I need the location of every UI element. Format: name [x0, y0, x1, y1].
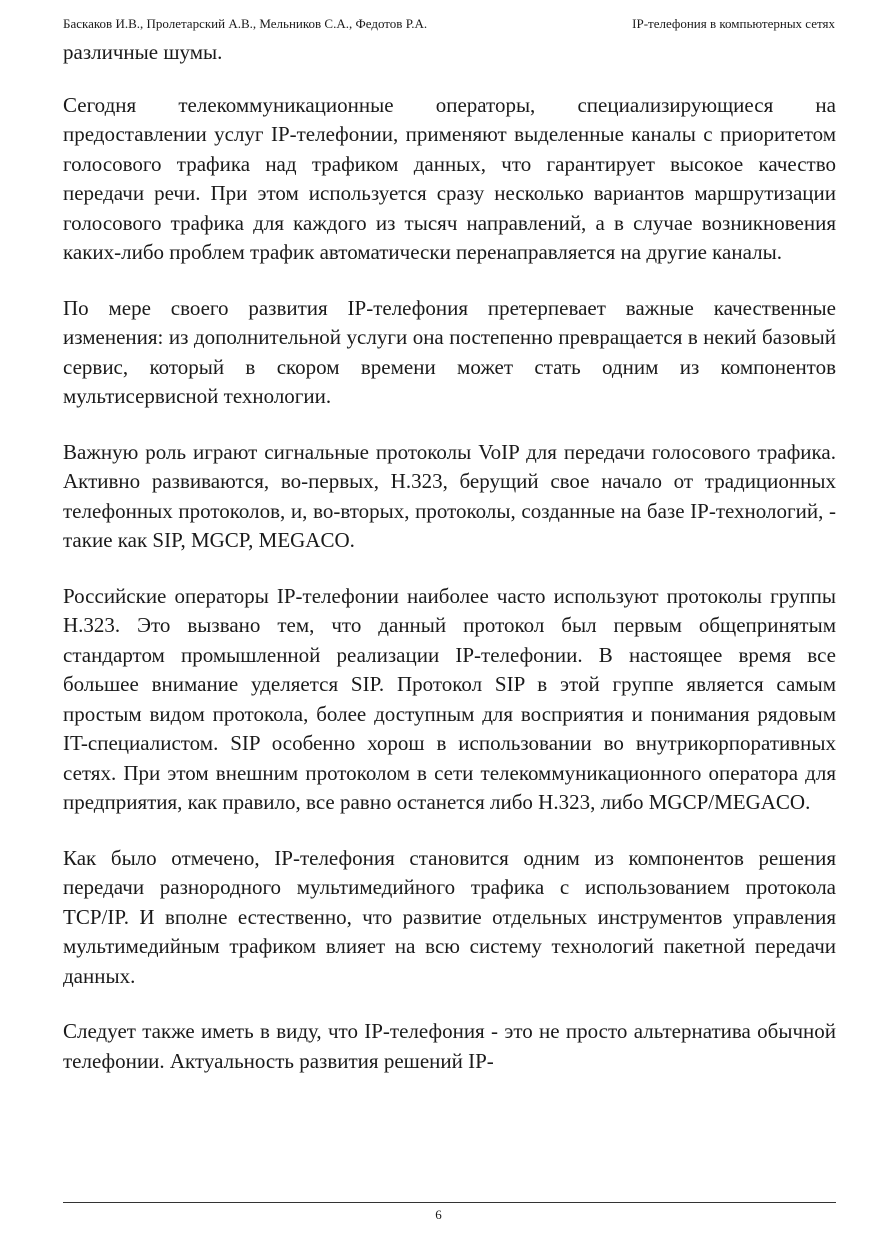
paragraph: Как было отмечено, IP-телефония становится одним из компонентов решения передачи разнородного мультимедийного трафика с использованием протокола TCP/IP. И вполне естественно, что развитие отдельных инструментов управления мультимедийным трафиком влияет на всю систему технологий пакетной передачи данных. — [63, 845, 836, 988]
paragraph: По мере своего развития IP-телефония претерпевает важные качественные изменения: из дополнительной услуги она постепенно превращается в некий базовый сервис, который в скором времени может стать одним из компонентов мультисервисной технологии. — [63, 295, 836, 408]
running-header — [63, 14, 835, 36]
paragraph: Российские операторы IP-телефонии наиболее часто используют протоколы группы H.323. Это вызвано тем, что данный протокол был первым общепринятым стандартом промышленной реализации IP-телефонии. В настоящее время все большее внимание уделяется SIP. Протокол SIP в этой группе является самым простым видом протокола, более доступным для восприятия и понимания рядовым IT-специалистом. SIP особенно хорош в использовании во внутрикорпоративных сетях. При этом внешним протоколом в сети телекоммуникационного оператора для предприятия, как правило, все равно останется либо H.323, либо MGCP/MEGACO. — [63, 583, 836, 814]
header-book-title: IP-телефония в компьютерных сетях — [632, 16, 835, 31]
paragraph: Важную роль играют сигнальные протоколы VoIP для передачи голосового трафика. Активно развиваются, во-первых, H.323, берущий свое начало от традиционных телефонных протоколов, и, во-вторых, протоколы, созданные на базе IP-технологий, - такие как SIP, MGCP, MEGACO. — [63, 439, 836, 552]
paragraph: различные шумы. — [63, 40, 223, 64]
paragraph: Следует также иметь в виду, что IP-телефония - это не просто альтернатива обычной телефонии. Актуальность развития решений IP- — [63, 1019, 836, 1073]
page-number: 6 — [435, 1207, 442, 1222]
body-text — [63, 38, 836, 1076]
header-authors: Баскаков И.В., Пролетарский А.В., Мельников С.А., Федотов Р.А. — [63, 16, 428, 31]
footer-divider — [63, 1202, 836, 1203]
paragraph: Сегодня телекоммуникационные операторы, специализирующиеся на предоставлении услуг IP-телефонии, применяют выделенные каналы с приоритетом голосового трафика над трафиком данных, что гарантирует высокое качество передачи речи. При этом используется сразу несколько вариантов маршрутизации голосового трафика для каждого из тысяч направлений, а в случае возникновения каких-либо проблем трафик автоматически перенаправляется на другие каналы. — [63, 92, 836, 264]
